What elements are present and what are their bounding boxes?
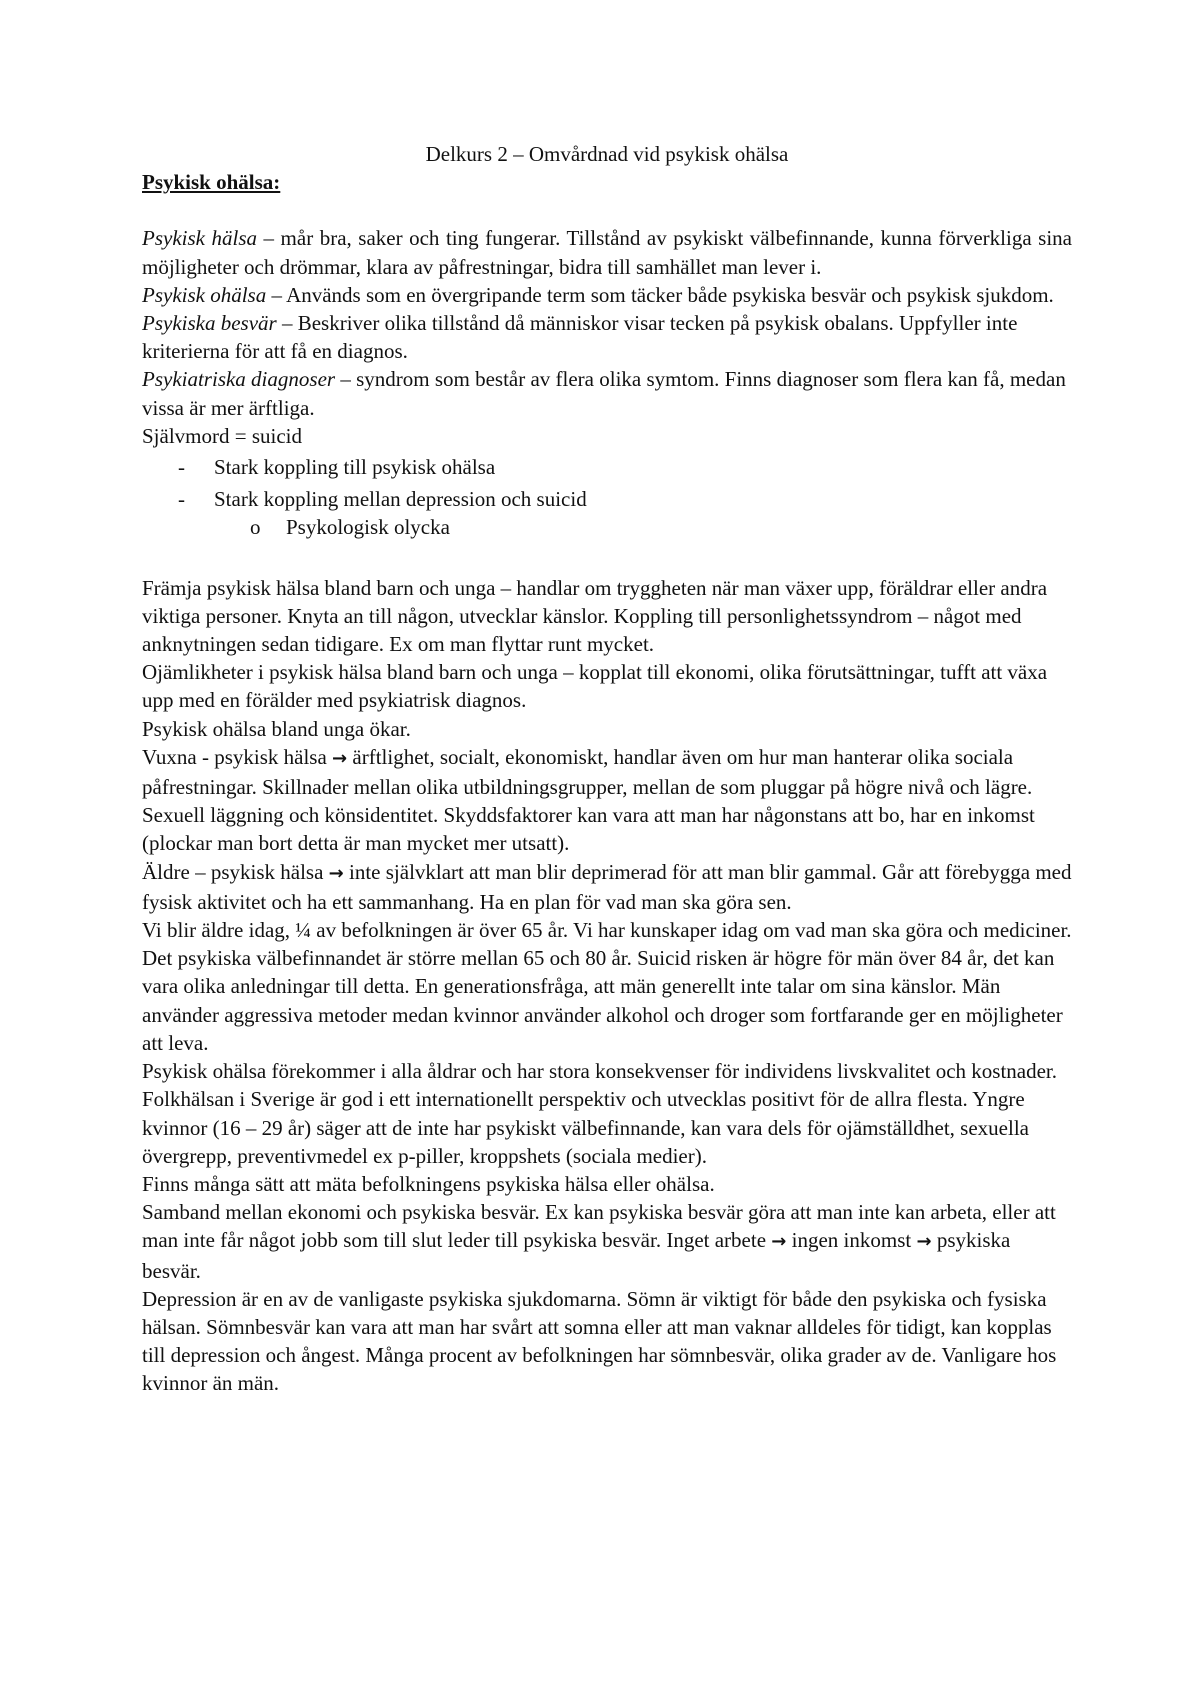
paragraph: [142, 1198, 1072, 1285]
definition-text: – syndrom som består av flera olika symtom. Finns diagnoser som flera kan få, medan vissa är mer ärftliga.: [142, 367, 1066, 420]
definition-psykiska-besvar: [142, 309, 1072, 365]
definition-text: – Används som en övergripande term som täcker både psykiska besvär och psykisk sjukdom.: [266, 282, 1054, 307]
paragraph-text: Samband mellan ekonomi och psykiska besvär. Ex kan psykiska besvär göra att man inte kan arbeta, eller att man inte får något jobb som till slut leder till psykiska besvär. Inget arbete: [142, 1200, 1056, 1253]
paragraph: Psykisk ohälsa bland unga ökar.: [142, 716, 411, 741]
paragraph-text: Vuxna - psykisk hälsa: [142, 744, 333, 769]
circle-bullet: o: [250, 515, 261, 540]
definition-term: Psykiatriska diagnoser: [142, 367, 336, 392]
list-item-text: Psykologisk olycka: [286, 515, 450, 540]
list-item-text: Stark koppling mellan depression och suicid: [214, 487, 587, 512]
list-item: [214, 513, 1072, 541]
definition-term: Psykisk hälsa: [142, 226, 257, 251]
definition-text: – mår bra, saker och ting fungerar. Tillstånd av psykiskt välbefinnande, kunna förverkliga sina möjligheter och drömmar, klara av påfrestningar, bidra till samhället man lever i.: [142, 226, 1072, 279]
sub-list: [214, 513, 1072, 541]
paragraph-text: ingen inkomst: [786, 1228, 917, 1253]
paragraph: Främja psykisk hälsa bland barn och unga – handlar om tryggheten när man växer upp, föräldrar eller andra viktiga personer. Knyta an till någon, utvecklar känslor. Koppling till personlighetssyndrom – något med anknytningen sedan tidigare. Ex om man flyttar runt mycket.: [142, 575, 1048, 657]
paragraph: [142, 743, 1072, 858]
paragraph-text: Äldre – psykisk hälsa: [142, 859, 329, 884]
arrow-right-icon: →: [328, 862, 344, 884]
definition-psykiatriska-diagnoser: [142, 365, 1072, 421]
paragraph: Ojämlikheter i psykisk hälsa bland barn och unga – kopplat till ekonomi, olika förutsättningar, tufft att växa upp med en förälder med psykiatrisk diagnos.: [142, 660, 1048, 713]
list-item: [142, 453, 1072, 481]
dash-list: [142, 453, 1072, 542]
definition-text: – Beskriver olika tillstånd då människor visar tecken på psykisk obalans. Uppfyller inte kriterierna för att få en diagnos.: [142, 311, 1018, 364]
suicide-line: Självmord = suicid: [142, 423, 303, 448]
document-title: Delkurs 2 – Omvårdnad vid psykisk ohälsa: [425, 142, 789, 166]
paragraph: Depression är en av de vanligaste psykiska sjukdomarna. Sömn är viktigt för både den psykiska och fysiska hälsan. Sömnbesvär kan vara att man har svårt att somna eller att man vaknar alldeles för tidigt, kan kopplas till depression och ångest. Många procent av befolkningen har sömnbesvär, olika grader av de. Vanligare hos kvinnor än män.: [142, 1286, 1057, 1396]
arrow-right-icon: →: [916, 1231, 932, 1253]
paragraph-text: inte självklart att man blir deprimerad för att man blir gammal. Går att förebygga med fysisk aktivitet och ha ett sammanhang. Ha en plan för vad man ska göra sen.: [142, 859, 1072, 914]
section-heading: Psykisk ohälsa:: [142, 170, 281, 195]
definition-psykisk-halsa: [142, 224, 1072, 280]
paragraph: Folkhälsan i Sverige är god i ett internationellt perspektiv och utvecklas positivt för de allra flesta. Yngre kvinnor (16 – 29 år) säger att de inte har psykiskt välbefinnande, kan vara dels för ojämställdhet, sexuella övergrepp, preventivmedel ex p-piller, kroppshets (sociala medier).: [142, 1087, 1029, 1168]
spacer: [142, 546, 1072, 574]
dash-bullet: -: [178, 487, 185, 512]
arrow-right-icon: →: [771, 1231, 787, 1253]
dash-bullet: -: [178, 455, 185, 480]
paragraph: Finns många sätt att mäta befolkningens psykiska hälsa eller ohälsa.: [142, 1171, 715, 1196]
paragraph: Vi blir äldre idag, ¼ av befolkningen är över 65 år. Vi har kunskaper idag om vad man ska göra och mediciner. Det psykiska välbefinnandet är större mellan 65 och 80 år. Suicid risken är högre för män över 84 år, det kan vara olika anledningar till detta. En generationsfråga, att män generellt inte talar om sina känslor. Män använder aggressiva metoder medan kvinnor använder alkohol och droger som fortfarande ger en möjligheter att leva.: [142, 918, 1072, 1055]
paragraph-text: psykiska besvär.: [142, 1228, 1011, 1283]
definition-psykisk-ohalsa: [142, 281, 1072, 309]
definition-term: Psykiska besvär: [142, 311, 277, 336]
paragraph-text: ärftlighet, socialt, ekonomiskt, handlar även om hur man hanterar olika sociala påfrestningar. Skillnader mellan olika utbildningsgrupper, mellan de som pluggar på högre nivå och lägre. Sexuell läggning och könsidentitet. Skyddsfaktorer kan vara att man har någonstans att bo, har en inkomst (plockar man bort detta är man mycket mer utsatt).: [142, 744, 1035, 856]
list-item: [142, 485, 1072, 541]
document-page: [142, 140, 1072, 1398]
paragraph: [142, 858, 1072, 916]
list-item-text: Stark koppling till psykisk ohälsa: [214, 455, 496, 480]
arrow-right-icon: →: [332, 747, 348, 769]
paragraph: Psykisk ohälsa förekommer i alla åldrar och har stora konsekvenser för individens livskvalitet och kostnader.: [142, 1059, 1058, 1084]
definition-term: Psykisk ohälsa: [142, 282, 267, 307]
